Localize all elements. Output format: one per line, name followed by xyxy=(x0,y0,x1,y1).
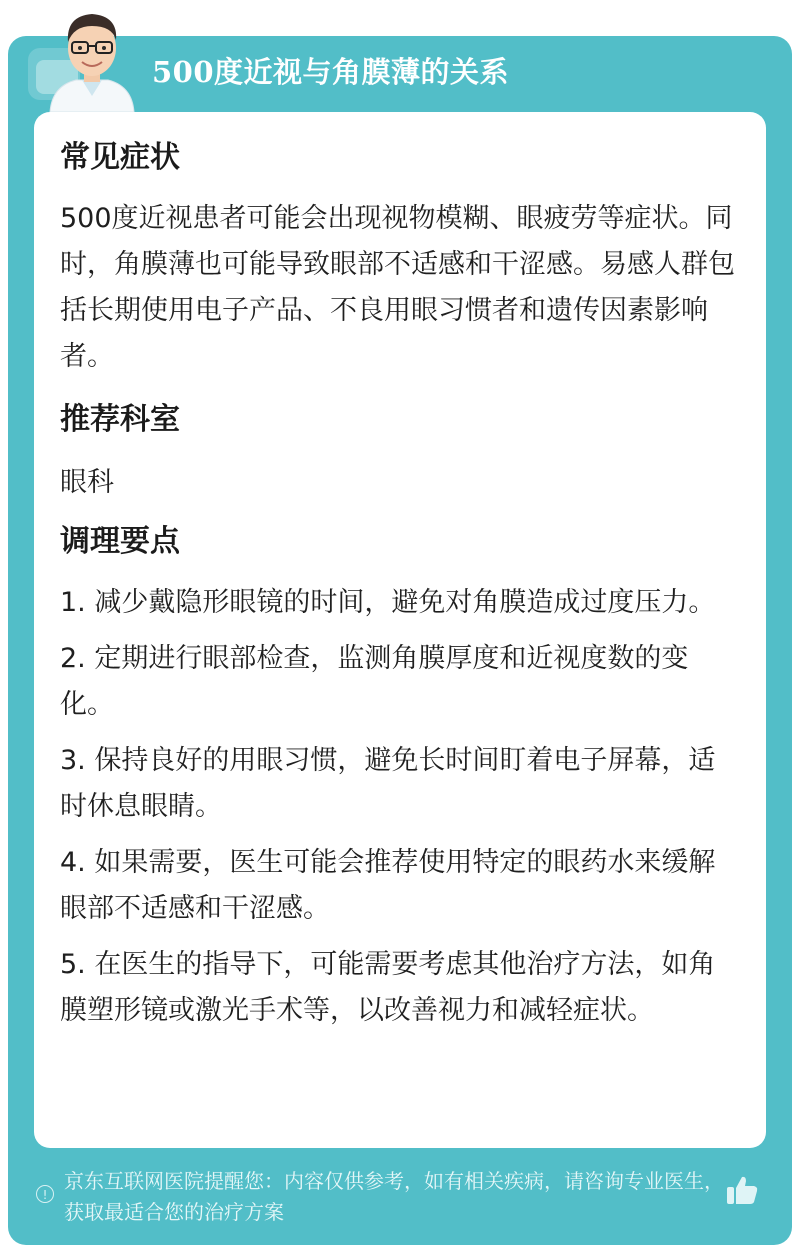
care-item-1: 1. 减少戴隐形眼镜的时间，避免对角膜造成过度压力。 xyxy=(60,587,716,618)
care-item-5: 5. 在医生的指导下，可能需要考虑其他治疗方法，如角膜塑形镜或激光手术等，以改善视力和减轻症状。 xyxy=(60,949,716,1026)
care-item-2: 2. 定期进行眼部检查，监测角膜厚度和近视度数的变化。 xyxy=(60,643,689,720)
doctor-avatar-icon xyxy=(42,4,142,112)
section-heading-department: 推荐科室 xyxy=(60,402,180,437)
symptoms-text: 500度近视患者可能会出现视物模糊、眼疲劳等症状。同时，角膜薄也可能导致眼部不适感和干涩感。易感人群包括长期使用电子产品、不良用眼习惯者和遗传因素影响者。 xyxy=(60,203,735,372)
care-item-3: 3. 保持良好的用眼习惯，避免长时间盯着电子屏幕，适时休息眼睛。 xyxy=(60,745,716,822)
disclaimer-text: 京东互联网医院提醒您：内容仅供参考，如有相关疾病，请咨询专业医生，获取最适合您的治疗方案 xyxy=(64,1169,724,1224)
page-title: 500度近视与角膜薄的关系 xyxy=(152,55,510,89)
care-item-4: 4. 如果需要，医生可能会推荐使用特定的眼药水来缓解眼部不适感和干涩感。 xyxy=(60,847,716,924)
info-icon: ! xyxy=(36,1185,54,1203)
section-heading-symptoms: 常见症状 xyxy=(60,140,180,175)
department-text: 眼科 xyxy=(60,467,114,498)
content-body xyxy=(60,112,740,1034)
thumbs-up-icon[interactable] xyxy=(724,1172,760,1208)
section-heading-care: 调理要点 xyxy=(60,524,180,559)
